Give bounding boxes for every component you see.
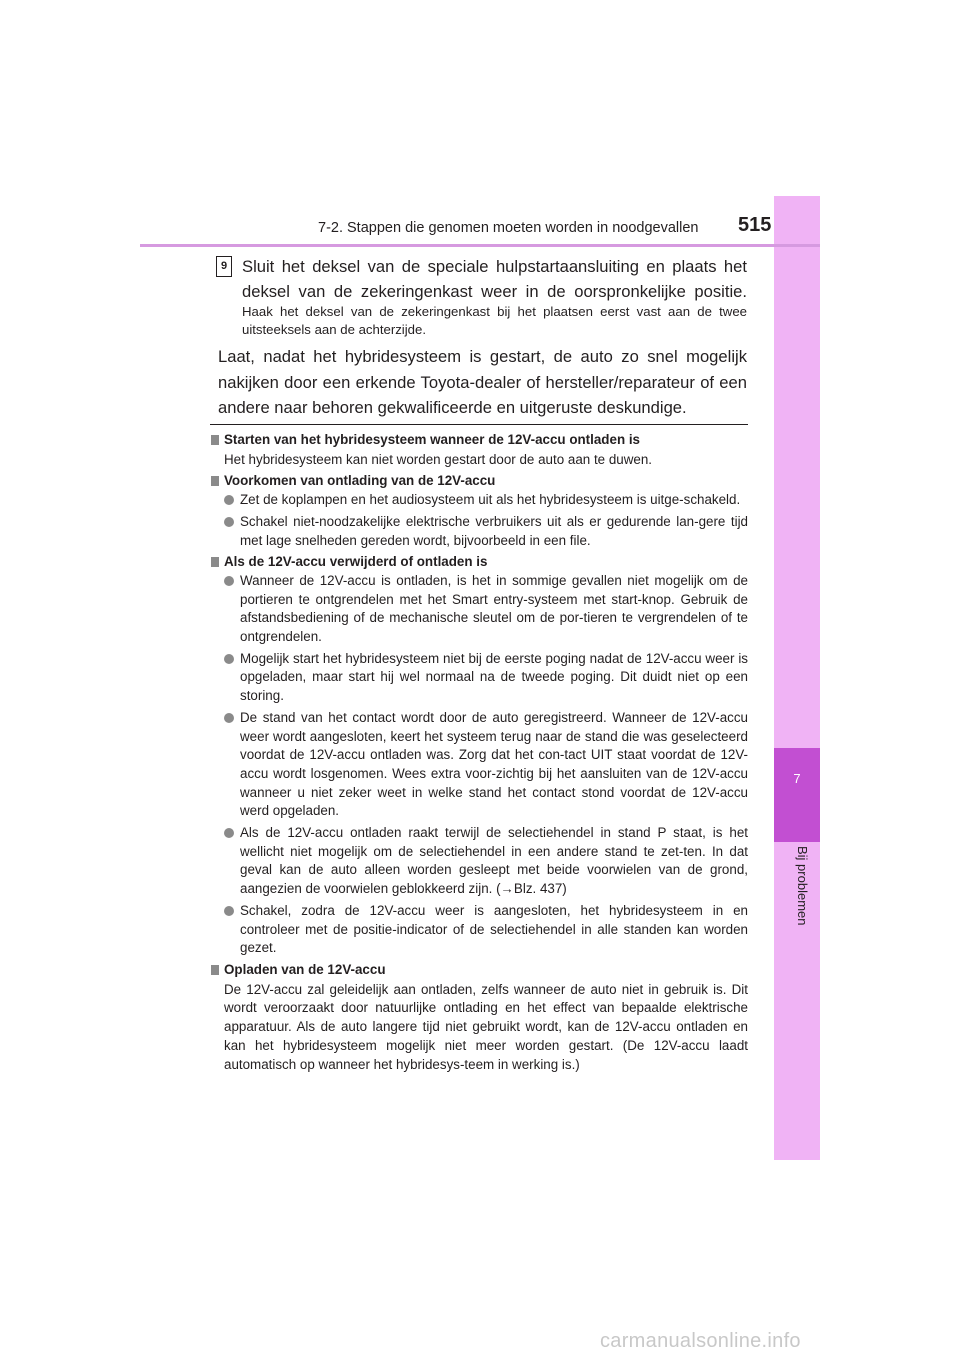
list-item (210, 650, 748, 706)
heading-text: Starten van het hybridesysteem wanneer de 12V-accu ontladen is (224, 432, 641, 447)
round-bullet-icon (224, 654, 234, 664)
square-bullet-icon (211, 965, 219, 975)
chapter-number-box (774, 748, 820, 842)
square-bullet-icon (211, 435, 219, 445)
heading-text: Voorkomen van ontlading van de 12V-accu (224, 473, 496, 489)
note-heading (210, 553, 748, 572)
list-item-text: Mogelijk start het hybridesysteem niet bij de eerste poging nadat de 12V-accu weer is opgeladen, maar start hij wel normaal na de tweede poging. Dit duidt niet op een storing. (240, 650, 748, 704)
chapter-side-tab (774, 196, 820, 1160)
header-rule (140, 244, 820, 247)
list-item (210, 902, 748, 958)
step-note: Haak het deksel van de zekeringenkast bij het plaatsen eerst vast aan de twee uitsteeksels aan de achterzijde. (242, 304, 747, 337)
watermark: carmanualsonline.info (600, 1330, 801, 1352)
list-item (210, 513, 748, 550)
list-item-text: Schakel niet-noodzakelijke elektrische verbruikers uit als er gedurende lan-gere tijd met lage snelheden gereden wordt, bijvoorbeeld in een file. (240, 513, 748, 548)
list-item-text: Schakel, zodra de 12V-accu weer is aangesloten, het hybridesysteem in en controleer met de positie-indicator of de selectiehendel in alle standen kan worden gezet. (240, 902, 748, 956)
heading-text: Als de 12V-accu verwijderd of ontladen is (224, 554, 488, 570)
list-item-text: Als de 12V-accu ontladen raakt terwijl de selectiehendel in stand P staat, is het wellicht niet mogelijk om de selectiehendel in een andere stand te zet-ten. In dat geval kan de auto alleen worden gesleept met beide voorwielen van de grond, aangezien de voorwielen geblokkeerd zijn. (→Blz. 437) (240, 825, 748, 897)
round-bullet-icon (224, 713, 234, 723)
square-bullet-icon (211, 557, 219, 567)
list-item-text: Zet de koplampen en het audiosysteem uit als het hybridesysteem is uitge-schakeld. (240, 492, 741, 508)
list-item (210, 709, 748, 821)
round-bullet-icon (224, 495, 234, 505)
list-item (210, 491, 748, 510)
page-number: 515 (738, 214, 772, 236)
list-item (210, 824, 748, 899)
note-heading (210, 431, 748, 450)
list-item (210, 572, 748, 647)
note-heading (210, 472, 748, 491)
section-divider (210, 424, 748, 425)
chapter-title: Bij problemen (795, 846, 810, 926)
note-body: De 12V-accu zal geleidelijk aan ontladen, zelfs wanneer de auto niet in gebruik is. Dit wordt veroorzaakt door natuurlijke ontlading en het effect van bepaalde elektrische apparatuur. Als de auto langere tijd niet gebruikt wordt, kan de 12V-accu ontladen en kan het hybridesysteem mogelijk niet meer worden gestart. (De 12V-accu laadt automatisch op wanneer het hybridesys-teem in werking is.) (224, 981, 748, 1072)
main-paragraph: Laat, nadat het hybridesysteem is gestart, de auto zo snel mogelijk nakijken door een erkende Toyota-dealer of hersteller/reparateur of een andere naar behoren gekwalificeerde en uitgeruste deskundige. (218, 347, 747, 417)
heading-text: Opladen van de 12V-accu (224, 961, 386, 977)
round-bullet-icon (224, 828, 234, 838)
list-item-text: De stand van het contact wordt door de auto geregistreerd. Wanneer de 12V-accu weer wordt aangesloten, keert het systeem terug naar de stand die was geselecteerd voordat de 12V-accu ontladen was. Zorg dat het con-tact UIT staat voordat de 12V-accu wordt losgenomen. Wees extra voor-zichtig bij het aansluiten van de 12V-accu wanneer u niet zeker weet in welke stand het contact stond voordat de 12V-accu werd opgeladen. (240, 709, 748, 819)
list-item-text: Wanneer de 12V-accu is ontladen, is het in sommige gevallen niet mogelijk om de portieren te ontgrendelen met het Smart entry-systeem met start-knop. Gebruik de afstandsbediening of de mechanische sleutel om de por-tieren te vergrendelen of te ontgrendelen. (240, 572, 748, 645)
notes-section (210, 429, 748, 1077)
square-bullet-icon (211, 476, 219, 486)
note-body: Het hybridesysteem kan niet worden gestart door de auto aan te duwen. (224, 451, 653, 467)
section-title: 7-2. Stappen die genomen moeten worden in noodgevallen (318, 220, 699, 236)
step-text: Sluit het deksel van de speciale hulpstartaansluiting en plaats het deksel van de zekeringenkast weer in de oorspronkelijke positie. (242, 257, 747, 301)
round-bullet-icon (224, 576, 234, 586)
chapter-number: 7 (793, 771, 801, 786)
step-number: 9 (216, 256, 232, 277)
round-bullet-icon (224, 517, 234, 527)
round-bullet-icon (224, 906, 234, 916)
note-heading (210, 961, 748, 980)
